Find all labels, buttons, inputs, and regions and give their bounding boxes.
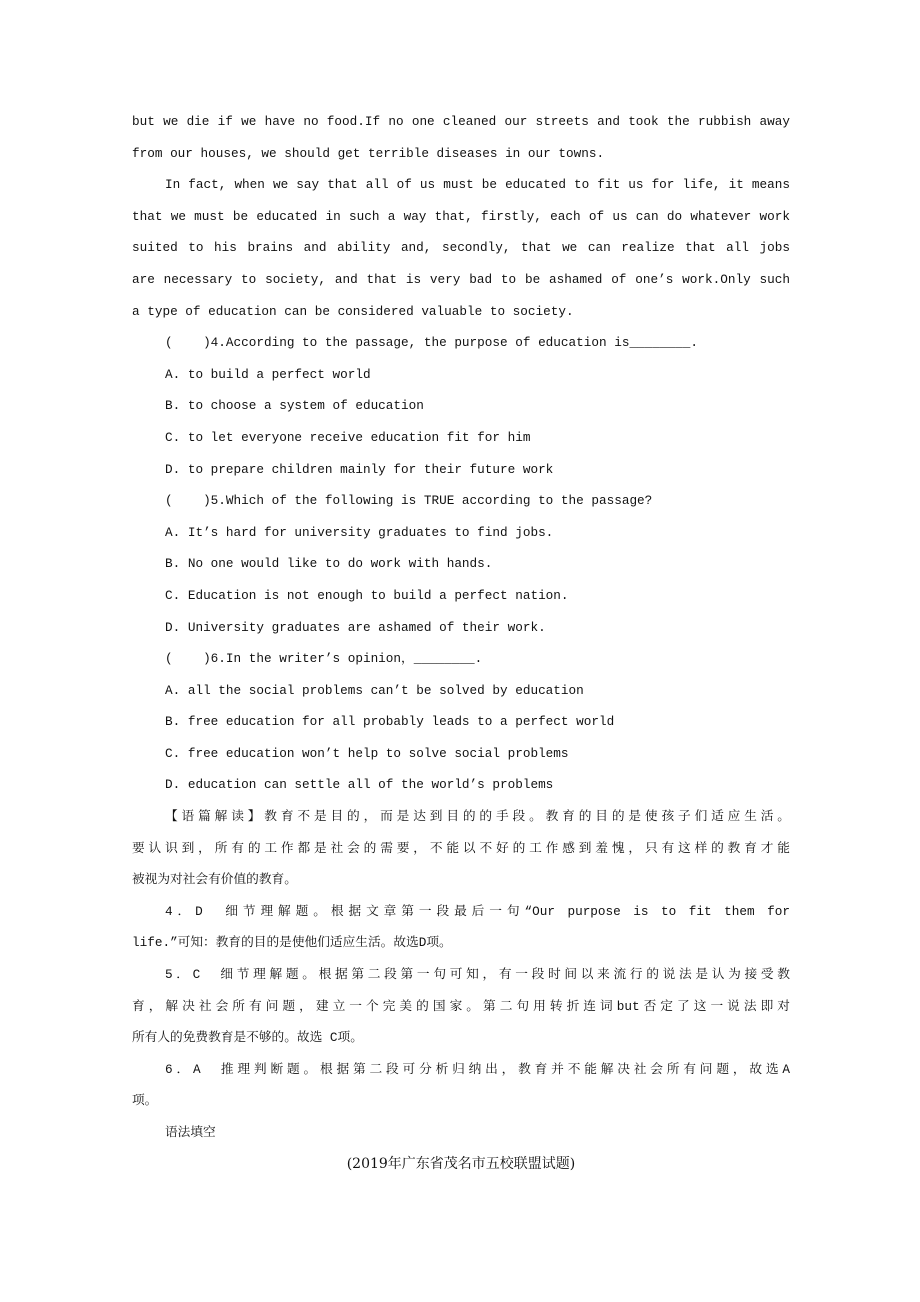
text-line: In fact, when we say that all of us must be educated to fit us for life, it means — [165, 177, 790, 193]
text-line: D. education can settle all of the world’s problems — [165, 777, 554, 793]
text-line: suited to his brains and ability and, secondly, that we can realize that all jobs — [132, 240, 790, 256]
text-line: that we must be educated in such a way that, firstly, each of us can do whatever work — [132, 208, 790, 224]
text-line: C. free education won’t help to solve social problems — [165, 745, 569, 761]
text-line: 5．C 细节理解题。根据第二段第一句可知，有一段时间以来流行的说法是认为接受教 — [165, 967, 790, 983]
text-line: 语法填空 — [165, 1125, 216, 1140]
text-line: are necessary to society, and that is very bad to be ashamed of one’s work.Only such — [132, 271, 790, 287]
text-line: 要认识到，所有的工作都是社会的需要，不能以不好的工作感到羞愧，只有这样的教育才能 — [132, 840, 790, 856]
text-line: 【语篇解读】教育不是目的，而是达到目的的手段。教育的目的是使孩子们适应生活。 — [165, 809, 790, 825]
text-line: A. to build a perfect world — [165, 366, 371, 382]
text-line: from our houses, we should get terrible diseases in our towns. — [132, 145, 605, 161]
text-line: B. to choose a system of education — [165, 398, 424, 414]
text-line: 育，解决社会所有问题，建立一个完美的国家。第二句用转折连词but否定了这一说法即对 — [132, 998, 790, 1014]
text-line: B. No one would like to do work with hands. — [165, 556, 493, 572]
text-line: 所有人的免费教育是不够的。故选 C项。 — [132, 1030, 363, 1046]
text-line: (2019年广东省茂名市五校联盟试题) — [346, 1155, 576, 1172]
text-line: 被视为对社会有价值的教育。 — [132, 872, 297, 888]
text-line: C. Education is not enough to build a perfect nation. — [165, 587, 569, 603]
text-line: 6．A 推理判断题。根据第二段可分析归纳出，教育并不能解决社会所有问题，故选A — [165, 1061, 790, 1077]
text-line: D. University graduates are ashamed of their work. — [165, 619, 546, 635]
text-line: A. all the social problems can’t be solved by education — [165, 682, 584, 698]
text-line: D. to prepare children mainly for their future work — [165, 461, 554, 477]
text-line: a type of education can be considered valuable to society. — [132, 303, 574, 319]
document-page — [132, 106, 790, 1180]
text-line: life.”可知：教育的目的是使他们适应生活。故选D项。 — [132, 935, 452, 951]
text-line: ( )5.Which of the following is TRUE according to the passage? — [165, 493, 653, 509]
text-line: 项。 — [132, 1093, 158, 1109]
text-line: ( )4.According to the passage, the purpose of education is________. — [165, 335, 698, 351]
text-line: A. It’s hard for university graduates to find jobs. — [165, 524, 554, 540]
text-line: B. free education for all probably leads to a perfect world — [165, 714, 615, 730]
text-line: C. to let everyone receive education fit for him — [165, 429, 531, 445]
text-line: but we die if we have no food.If no one cleaned our streets and took the rubbish away — [132, 114, 790, 129]
text-line: ( )6.In the writer’s opinion，________. — [165, 651, 483, 667]
text-line: 4．D 细节理解题。根据文章第一段最后一句“Our purpose is to fit them for — [165, 903, 790, 919]
